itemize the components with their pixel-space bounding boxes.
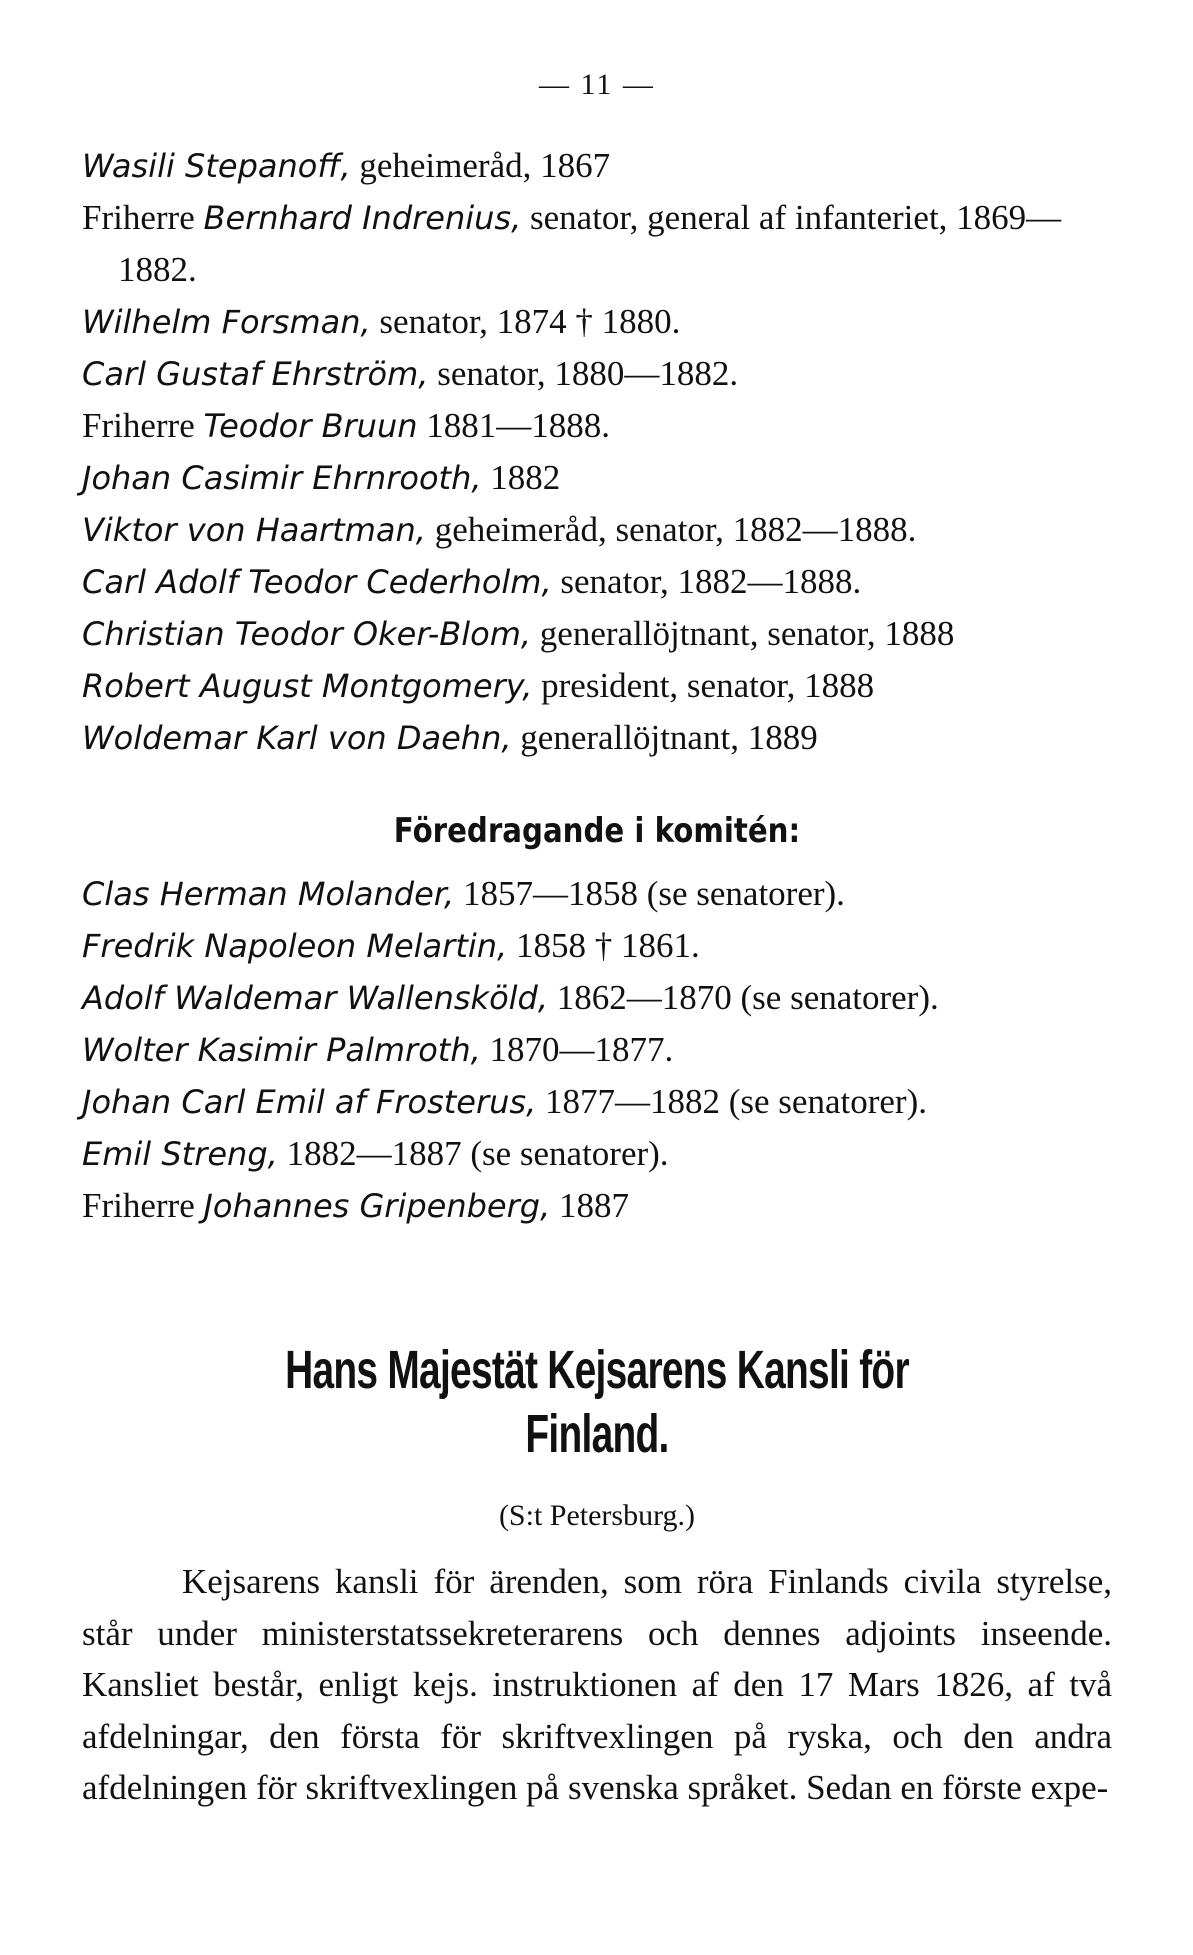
- page-number: — 11 —: [539, 68, 655, 101]
- person-name: Johannes Gripenberg,: [203, 1187, 551, 1225]
- person-name: Johan Casimir Ehrnrooth,: [82, 459, 482, 497]
- title-prefix: Friherre: [82, 198, 204, 237]
- list-item: [82, 1128, 1112, 1180]
- list-item: [82, 400, 1112, 452]
- person-name: Christian Teodor Oker-Blom,: [82, 615, 532, 653]
- person-name: Wasili Stepanoff,: [82, 147, 351, 185]
- person-name: Carl Gustaf Ehrström,: [82, 355, 429, 393]
- list-item: [82, 712, 1112, 764]
- entry-details: 1882: [481, 458, 561, 497]
- list-item: [82, 452, 1112, 504]
- entry-details: senator, 1874 † 1880.: [370, 302, 681, 341]
- person-name: Woldemar Karl von Daehn,: [82, 719, 512, 757]
- entry-details: 1887: [550, 1186, 629, 1225]
- entry-details: 1857—1858 (se senatorer).: [454, 874, 845, 913]
- entry-details: 1877—1882 (se senatorer).: [536, 1082, 927, 1121]
- entry-details: 1882—1887 (se senatorer).: [277, 1134, 669, 1173]
- list-item: [82, 972, 1112, 1024]
- person-name: Bernhard Indrenius,: [203, 199, 522, 237]
- person-name: Teodor Bruun: [203, 407, 418, 445]
- person-name: Fredrik Napoleon Melartin,: [82, 927, 508, 965]
- body-paragraph: Kejsarens kansli för ärenden, som röra Finlands civila styrelse, står under ministerstatssekreterarens och dennes adjoints inseende. Kansliet består, enligt kejs. instruktionen af den 17 Mars 1826, af två afdelningar, den första för skriftvexlingen på ryska, och den andra afdelningen för skriftvexlingen på svenska språket. Sedan en förste expe-: [82, 1562, 1112, 1807]
- members-list: [82, 140, 1112, 764]
- person-name: Emil Streng,: [82, 1135, 278, 1173]
- entry-details: geheimeråd, 1867: [350, 146, 611, 185]
- list-item: [82, 1024, 1112, 1076]
- entry-details: senator, general af infanteriet, 1869—1882.: [118, 198, 1062, 289]
- entry-details: senator, 1882—1888.: [551, 562, 862, 601]
- list-item: [82, 868, 1112, 920]
- list-item: [82, 608, 1112, 660]
- list-item: [82, 348, 1112, 400]
- title-prefix: Friherre: [82, 406, 204, 445]
- entry-details: senator, 1880—1882.: [428, 354, 739, 393]
- person-name: Wolter Kasimir Palmroth,: [82, 1031, 481, 1069]
- document-page: [82, 70, 1112, 1814]
- person-name: Viktor von Haartman,: [82, 511, 426, 549]
- entry-details: 1862—1870 (se senatorer).: [548, 978, 939, 1017]
- entry-details: generallöjtnant, senator, 1888: [531, 614, 955, 653]
- person-name: Carl Adolf Teodor Cederholm,: [82, 563, 552, 601]
- list-item: [82, 1180, 1112, 1232]
- list-item: [82, 192, 1112, 296]
- location-subheading: (S:t Petersburg.): [498, 1499, 696, 1532]
- list-item: [82, 504, 1112, 556]
- chancellery-heading: Hans Majestät Kejsarens Kansli för Finland.: [285, 1340, 909, 1464]
- committee-heading: Föredragande i komitén:: [393, 811, 801, 851]
- person-name: Clas Herman Molander,: [82, 875, 455, 913]
- list-item: [82, 140, 1112, 192]
- person-name: Wilhelm Forsman,: [82, 303, 371, 341]
- list-item: [82, 556, 1112, 608]
- title-prefix: Friherre: [82, 1186, 204, 1225]
- person-name: Robert August Montgomery,: [82, 667, 533, 705]
- person-name: Johan Carl Emil af Frosterus,: [82, 1083, 537, 1121]
- list-item: [82, 296, 1112, 348]
- committee-list: [82, 868, 1112, 1232]
- entry-details: president, senator, 1888: [532, 666, 875, 705]
- entry-details: 1858 † 1861.: [507, 926, 700, 965]
- entry-details: geheimeråd, senator, 1882—1888.: [425, 510, 917, 549]
- list-item: [82, 1076, 1112, 1128]
- entry-details: generallöjtnant, 1889: [511, 718, 818, 757]
- list-item: [82, 920, 1112, 972]
- list-item: [82, 660, 1112, 712]
- entry-details: 1881—1888.: [417, 406, 611, 445]
- person-name: Adolf Waldemar Wallensköld,: [82, 979, 549, 1017]
- entry-details: 1870—1877.: [480, 1030, 674, 1069]
